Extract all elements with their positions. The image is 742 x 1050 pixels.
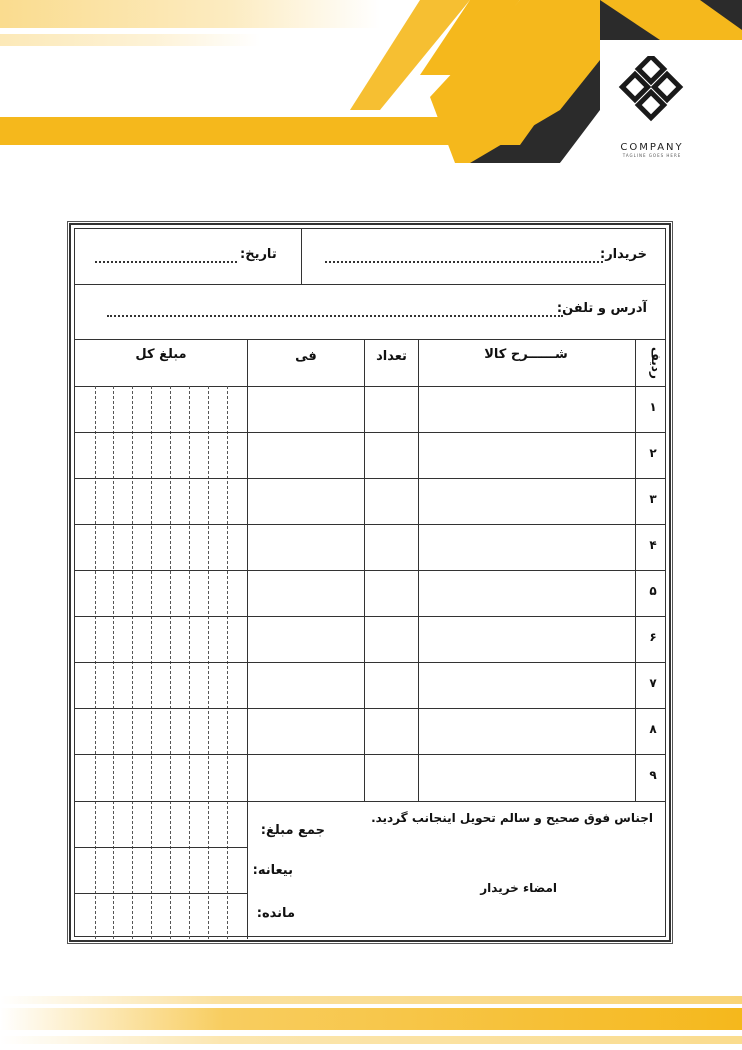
delivery-statement: اجناس فوق صحیح و سالم تحویل اینجانب گردید.	[371, 811, 653, 825]
row-number: ۶	[649, 630, 657, 644]
company-logo	[606, 56, 698, 158]
table-row-line	[75, 524, 665, 525]
remaining-label: مانده:	[256, 906, 295, 921]
table-row-line	[75, 570, 665, 571]
table-row-line	[75, 708, 665, 709]
table-row-line	[75, 754, 665, 755]
address-label: آدرس و تلفن:	[556, 301, 647, 316]
table-row-line	[75, 801, 665, 802]
row-number: ۴	[649, 538, 657, 552]
row-number: ۲	[649, 446, 657, 460]
description-column-header: شــــــرح کالا	[484, 347, 568, 362]
table-row-line	[75, 616, 665, 617]
divider	[247, 339, 248, 939]
row-number: ۱	[649, 400, 657, 414]
date-field[interactable]	[95, 261, 237, 263]
sum-label: جمع مبلغ:	[260, 823, 325, 838]
unit-price-column-header: فی	[295, 349, 317, 364]
row-number: ۵	[649, 584, 657, 598]
address-field[interactable]	[107, 315, 563, 317]
table-row-line	[75, 847, 247, 848]
row-number: ۷	[649, 676, 657, 690]
company-tagline: TAGLINE GOES HERE	[622, 153, 682, 158]
invoice-form	[69, 223, 671, 942]
invoice-form-inner	[74, 228, 666, 937]
buyer-signature-label: امضاء خریدار	[480, 881, 557, 895]
buyer-label: خریدار:	[600, 247, 647, 262]
buyer-field[interactable]	[325, 261, 603, 263]
divider	[75, 339, 665, 340]
table-row-line	[75, 478, 665, 479]
divider	[75, 386, 665, 387]
table-row-line	[75, 662, 665, 663]
diamond-logo-icon	[612, 56, 692, 136]
table-row-line	[75, 432, 665, 433]
row-number: ۸	[649, 722, 657, 736]
company-name: COMPANY	[620, 142, 684, 153]
total-column-header: مبلغ کل	[135, 347, 187, 362]
date-label: تاریخ:	[240, 247, 277, 262]
deposit-label: بیعانه:	[252, 863, 293, 878]
divider	[301, 229, 302, 284]
row-number: ۹	[649, 768, 657, 782]
row-column-header: ردیف	[649, 347, 663, 379]
row-number: ۳	[649, 492, 657, 506]
divider	[75, 284, 665, 285]
table-row-line	[75, 893, 247, 894]
quantity-column-header: تعداد	[376, 349, 407, 364]
